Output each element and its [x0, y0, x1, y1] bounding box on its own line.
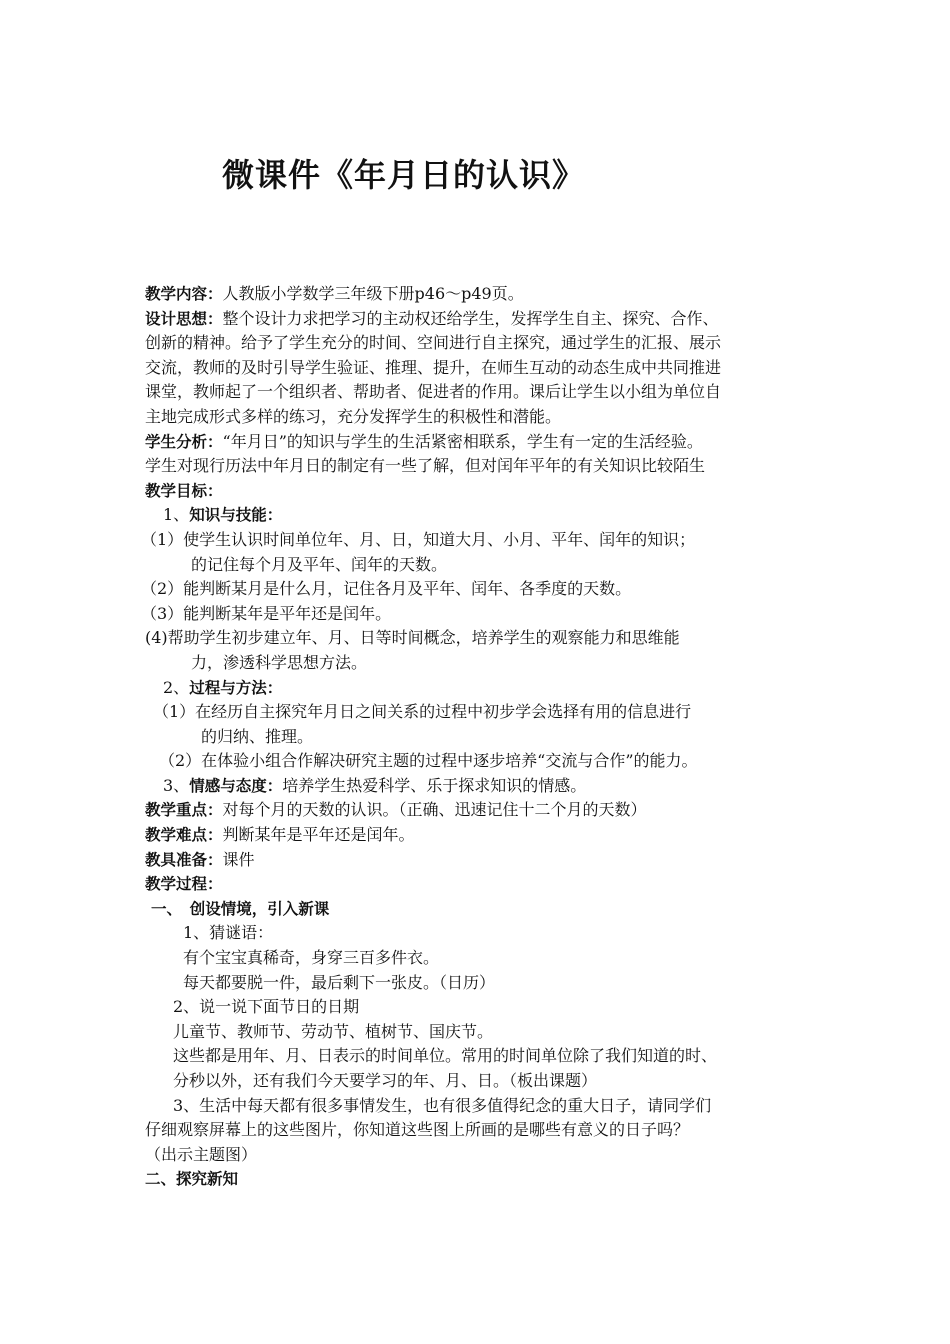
- analysis-line-1: [145, 430, 825, 455]
- teaching-content-text: 人教版小学数学三年级下册p46～p49页。: [222, 284, 524, 303]
- holidays-line: 儿童节、教师节、劳动节、植树节、国庆节。: [173, 1021, 494, 1041]
- design-label: 设计思想：: [145, 309, 223, 328]
- analysis-label: 学生分析：: [145, 432, 223, 451]
- design-line-3: 交流，教师的及时引导学生验证、推理、提升，在师生互动的动态生成中共同推进: [145, 357, 722, 377]
- key-point-label: 教学重点：: [145, 801, 223, 820]
- goal-1-item-1b: 的记住每个月及平年、闰年的天数。: [191, 554, 448, 574]
- riddle-line-1: 有个宝宝真稀奇，身穿三百多件衣。: [183, 948, 440, 968]
- difficulty-label: 教学难点：: [145, 826, 223, 845]
- goals-heading: 教学目标：: [145, 481, 223, 500]
- goal-2-heading: [145, 676, 825, 701]
- section-1-item-1: 1、猜谜语：: [183, 923, 274, 943]
- goal-2-number: 2、: [163, 677, 190, 697]
- section-2-heading: 二、探究新知: [145, 1170, 239, 1189]
- teaching-content-line: [145, 282, 825, 307]
- goal-1-item-3: （3）能判断某年是平年还是闰年。: [141, 603, 392, 623]
- section-1-item-3-line-1: 3、生活中每天都有很多事情发生，也有很多值得纪念的重大日子，请同学们: [173, 1095, 712, 1115]
- design-line-5: 主地完成形式多样的练习，充分发挥学生的积极性和潜能。: [145, 406, 562, 426]
- tools-line: [145, 848, 825, 873]
- goal-3-text: 培养学生热爱科学、乐于探求知识的情感。: [282, 775, 587, 795]
- tools-label: 教具准备：: [145, 850, 223, 869]
- teaching-content-label: 教学内容：: [145, 285, 223, 303]
- goal-3-number: 3、: [163, 775, 190, 795]
- document-title: 微课件《年月日的认识》: [222, 156, 586, 194]
- goal-2-item-1b: 的归纳、推理。: [201, 726, 314, 746]
- time-units-line-1: 这些都是用年、月、日表示的时间单位。常用的时间单位除了我们知道的时、: [173, 1046, 718, 1066]
- design-text-1: 整个设计力求把学习的主动权还给学生，发挥学生自主、探究、合作、: [222, 308, 719, 328]
- design-line-2: 创新的精神。给予了学生充分的时间、空间进行自主探究，通过学生的汇报、展示: [145, 333, 722, 353]
- section-1-item-3-line-2: 仔细观察屏幕上的这些图片，你知道这些图上所画的是哪些有意义的日子吗？: [145, 1120, 690, 1140]
- design-line-4: 课堂，教师起了一个组织者、帮助者、促进者的作用。课后让学生以小组为单位自: [145, 382, 722, 402]
- key-point-line: [145, 798, 825, 823]
- design-line-1: [145, 307, 825, 332]
- goal-1-item-1a: （1）使学生认识时间单位年、月、日，知道大月、小月、平年、闰年的知识；: [141, 529, 696, 549]
- key-point-text: 对每个月的天数的认识。（正确、迅速记住十二个月的天数）: [222, 800, 647, 820]
- goal-2-item-2: （2）在体验小组合作解决研究主题的过程中逐步培养“交流与合作”的能力。: [159, 751, 698, 771]
- section-1-heading: 一、 创设情境，引入新课: [151, 899, 330, 918]
- goal-2-item-1a: （1）在经历自主探究年月日之间关系的过程中初步学会选择有用的信息进行: [153, 702, 692, 722]
- time-units-line-2: 分秒以外，还有我们今天要学习的年、月、日。（板出课题）: [173, 1071, 598, 1090]
- analysis-line-2: 学生对现行历法中年月日的制定有一些了解，但对闰年平年的有关知识比较陌生: [145, 456, 706, 476]
- section-1-item-3-line-3: （出示主题图）: [145, 1144, 258, 1164]
- section-1-item-2: 2、说一说下面节日的日期: [173, 997, 360, 1017]
- goal-1-label: 知识与技能：: [189, 506, 283, 525]
- difficulty-line: [145, 823, 825, 848]
- goal-3-line: [145, 774, 825, 799]
- difficulty-text: 判断某年是平年还是闰年。: [222, 825, 415, 845]
- goal-1-number: 1、: [163, 505, 190, 525]
- goal-1-heading: [145, 503, 825, 528]
- goal-1-item-2: （2）能判断某月是什么月，记住各月及平年、闰年、各季度的天数。: [141, 579, 632, 599]
- document-body: [141, 282, 825, 1192]
- riddle-line-2: 每天都要脱一件，最后剩下一张皮。（日历）: [183, 972, 496, 992]
- goal-2-label: 过程与方法：: [189, 678, 283, 697]
- goal-1-item-4b: 力，渗透科学思想方法。: [191, 652, 368, 672]
- process-heading: 教学过程：: [145, 875, 223, 894]
- analysis-text-1: “年月日”的知识与学生的生活紧密相联系，学生有一定的生活经验。: [222, 431, 703, 451]
- goal-3-label: 情感与态度：: [189, 776, 283, 795]
- tools-text: 课件: [222, 849, 255, 869]
- goal-1-item-4a: (4)帮助学生初步建立年、月、日等时间概念，培养学生的观察能力和思维能: [145, 628, 680, 648]
